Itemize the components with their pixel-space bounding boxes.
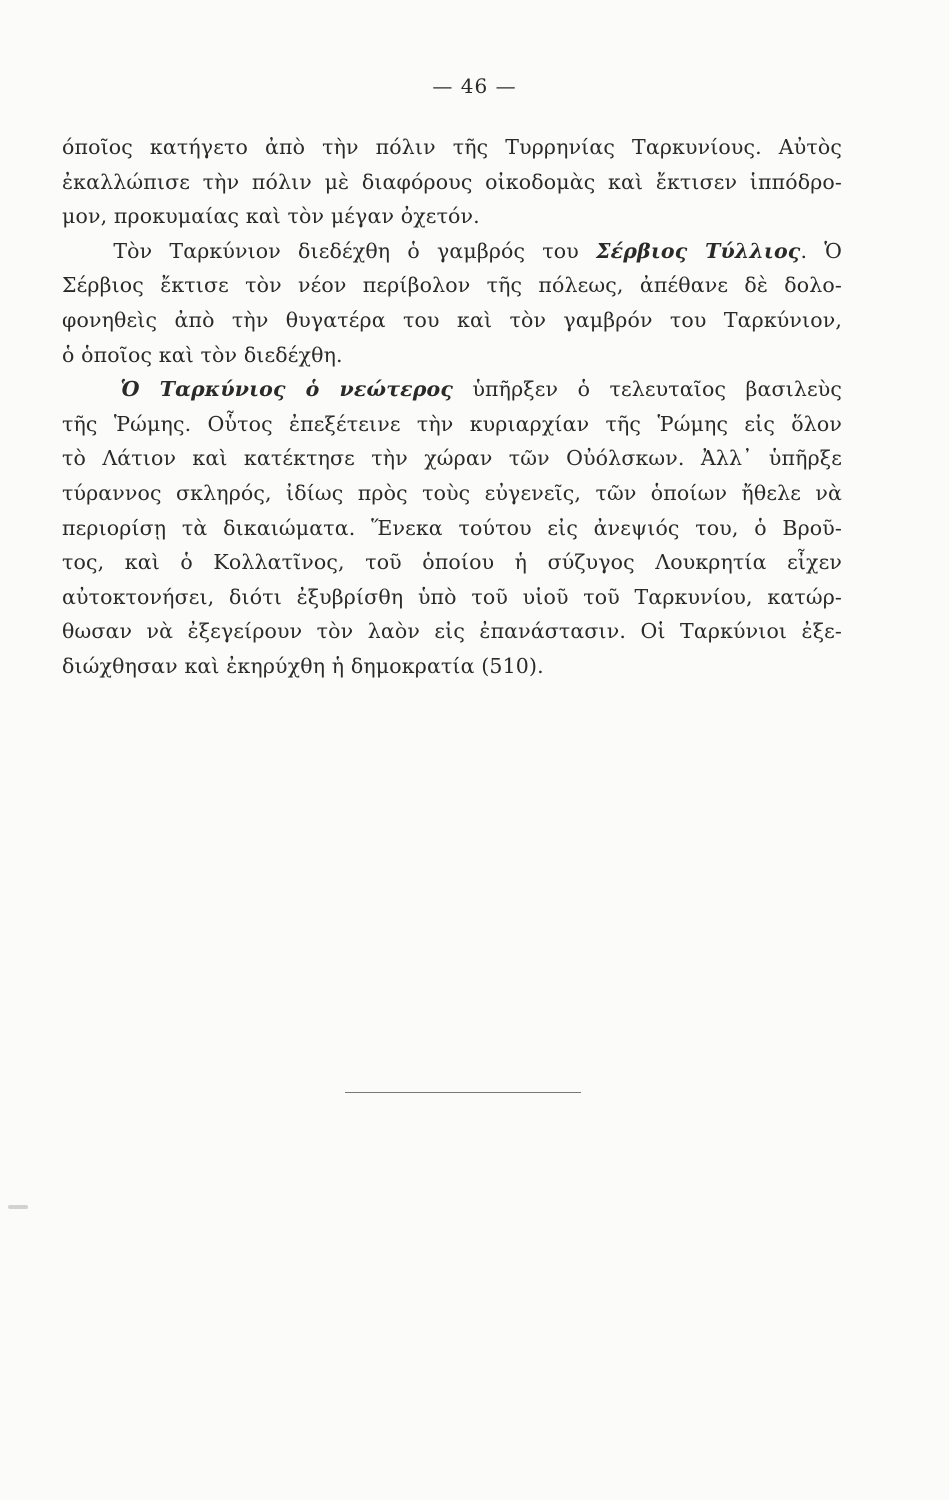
emphasized-name: Σέρβιος Τύλλιος: [596, 238, 801, 263]
text-segment: ὑπῆρξεν ὁ τελευταῖος βασιλεὺς: [453, 377, 843, 402]
text-line: [62, 338, 842, 373]
text-segment: τος, καὶ ὁ Κολλατῖνος, τοῦ ὁποίου ἡ σύζυγος Λουκρητία εἶχεν: [62, 550, 842, 575]
text-line: [62, 649, 842, 684]
text-segment: . Ὁ: [800, 238, 842, 263]
text-segment: φονηθεὶς ἀπὸ τὴν θυγατέρα του καὶ τὸν γαμβρόν του Ταρκύνιον,: [62, 307, 842, 332]
text-segment: αὐτοκτονήσει, διότι ἐξυβρίσθη ὑπὸ τοῦ υἱοῦ τοῦ Ταρκυνίου, κατώρ-: [62, 584, 842, 609]
text-line: [62, 614, 842, 649]
body-text: [62, 130, 842, 684]
text-line: [62, 476, 842, 511]
text-line: [62, 545, 842, 580]
text-line: [62, 441, 842, 476]
text-segment: Σέρβιος ἔκτισε τὸν νέον περίβολον τῆς πόλεως, ἀπέθανε δὲ δολο-: [62, 273, 842, 298]
text-segment: μον, προκυμαίας καὶ τὸν μέγαν ὀχετόν.: [62, 204, 480, 229]
scan-speck: [8, 1205, 28, 1209]
text-segment: ὁ ὁποῖος καὶ τὸν διεδέχθη.: [62, 342, 343, 367]
text-line: [62, 372, 842, 407]
text-line: [62, 199, 842, 234]
text-line: [62, 130, 842, 165]
text-segment: τῆς Ῥώμης. Οὗτος ἐπεξέτεινε τὴν κυριαρχίαν τῆς Ῥώμης εἰς ὅλον: [62, 411, 842, 436]
text-segment: τὸ Λάτιον καὶ κατέκτησε τὴν χώραν τῶν Οὐόλσκων. Ἀλλ᾽ ὑπῆρξε: [62, 446, 842, 471]
text-segment: τύραννος σκληρός, ἰδίως πρὸς τοὺς εὐγενεῖς, τῶν ὁποίων ἤθελε νὰ: [62, 480, 842, 505]
text-segment: διώχθησαν καὶ ἐκηρύχθη ἡ δημοκρατία (510).: [62, 653, 544, 678]
text-segment: ἐκαλλώπισε τὴν πόλιν μὲ διαφόρους οἰκοδομὰς καὶ ἔκτισεν ἱππόδρο-: [62, 169, 842, 194]
text-line: [62, 268, 842, 303]
text-segment: [62, 377, 120, 401]
text-segment: περιορίσῃ τὰ δικαιώματα. Ἕνεκα τούτου εἰς ἀνεψιός του, ὁ Βροῦ-: [62, 515, 842, 540]
text-line: [62, 303, 842, 338]
text-line: [62, 234, 842, 269]
text-segment: όποῖος κατήγετο ἀπὸ τὴν πόλιν τῆς Τυρρηνίας Ταρκυνίους. Αὐτὸς: [62, 135, 842, 159]
text-line: [62, 511, 842, 546]
emphasized-name: Ὁ Ταρκύνιος ὁ νεώτερος: [120, 377, 453, 402]
page-number: — 46 —: [432, 74, 517, 98]
text-segment: θωσαν νὰ ἐξεγείρουν τὸν λαὸν εἰς ἐπανάστασιν. Οἱ Ταρκύνιοι ἐξε-: [62, 619, 842, 644]
section-separator: [345, 1092, 581, 1093]
text-segment: Τὸν Ταρκύνιον διεδέχθη ὁ γαμβρός του: [62, 238, 597, 263]
text-line: [62, 580, 842, 615]
text-line: [62, 165, 842, 200]
text-line: [62, 407, 842, 442]
